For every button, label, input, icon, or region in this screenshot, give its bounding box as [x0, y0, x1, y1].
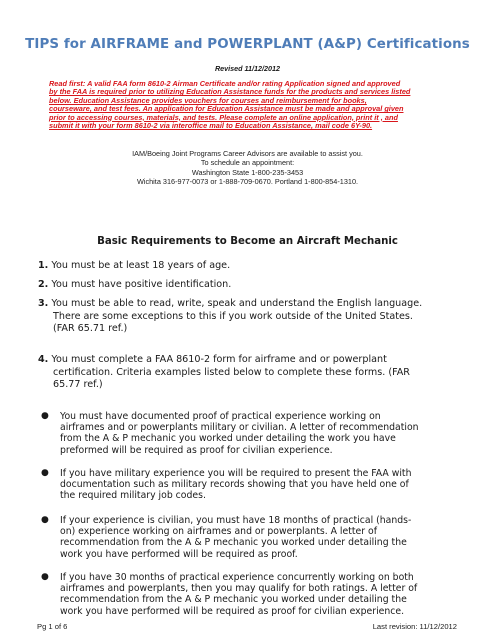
list-item: ● You must have documented proof of practical experience working on airframes and or powerplants military or civilian. A letter of recommendation from the A & P mechanic you worked under detailing the work you have preformed will be required as proof for civilian experience. [41, 411, 419, 456]
requirement-text: You must complete a FAA 8610-2 form for airframe and or powerplant [51, 354, 387, 365]
list-item: ● If you have military experience you will be required to present the FAA with documentation such as military records showing that you have held one of the required military job codes. [41, 468, 412, 502]
contact-line: Washington State 1-800-235-3453 [191, 167, 304, 177]
requirement-number: 3. [38, 298, 49, 309]
bullet-icon: ● [41, 468, 49, 478]
requirement-text: certification. Criteria examples listed below to complete these forms. (FAR [53, 366, 410, 378]
bullet-icon: ● [41, 572, 49, 582]
list-item: ● If you have 30 months of practical experience concurrently working on both airframes and powerplants, then you may qualify for both ratings. A letter of recommendation from the A & P mechanic you worked under detailing the work you have performed will be required as proof for civilian experience. [41, 572, 418, 617]
section-heading: Basic Requirements to Become an Aircraft Mechanic [97, 236, 398, 247]
revised-date: Revised 11/12/2012 [214, 64, 280, 73]
notice-line: submit it with your form 8610-2 via interoffice mail to Education Assistance, mail code 6Y-90. [49, 121, 373, 131]
document-title: TIPS for AIRFRAME and POWERPLANT (A&P) Certifications [25, 37, 470, 52]
contact-info [0, 149, 495, 187]
notice-line: by the FAA is required prior to utilizing Education Assistance funds for the products and services listed [49, 87, 411, 97]
requirement-item [38, 279, 438, 292]
requirement-item [38, 260, 438, 273]
notice-line: below. Education Assistance provides vouchers for courses and reimbursement for books, [49, 95, 367, 105]
requirement-text: There are some exceptions to this if you work outside of the United States. [53, 310, 413, 322]
requirement-text: (FAR 65.71 ref.) [53, 323, 128, 335]
bullet-icon: ● [41, 411, 49, 421]
requirement-text: You must be at least 18 years of age. [51, 260, 231, 271]
notice-line: prior to accessing courses, materials, and tests. Please complete an online application, print it , and [49, 112, 398, 122]
list-item: ● If your experience is civilian, you must have 18 months of practical (hands- on) experience working on airframes and or powerplants. A letter of recommendation from the A & P mechanic you worked under detailing the work you have performed will be required as proof. [41, 515, 412, 560]
notice-line: courseware, and test fees. An application for Education Assistance must be made and approval given [49, 104, 404, 114]
requirement-text: You must have positive identification. [51, 279, 232, 290]
requirement-text: 65.77 ref.) [53, 379, 103, 391]
requirement-item [38, 298, 438, 336]
notice-paragraph [49, 80, 451, 130]
bullet-icon: ● [41, 515, 49, 525]
requirement-number: 2. [38, 279, 49, 290]
last-revision: Last revision: 11/12/2012 [372, 622, 457, 631]
contact-line: IAM/Boeing Joint Programs Career Advisors are available to assist you. [132, 149, 363, 158]
contact-line: Wichita 316-977-0073 or 1-888-709-0670. Portland 1-800-854-1310. [136, 177, 359, 187]
requirement-number: 1. [38, 260, 49, 271]
requirement-number: 4. [38, 354, 49, 365]
requirement-text: You must be able to read, write, speak and understand the English language. [51, 298, 423, 309]
contact-line: To schedule an appointment: [200, 158, 295, 168]
page-number: Pg 1 of 6 [37, 622, 68, 631]
notice-line: Read first: A valid FAA form 8610-2 Airman Certificate and/or rating Application signed and approved [49, 79, 401, 88]
requirement-item [38, 354, 438, 392]
